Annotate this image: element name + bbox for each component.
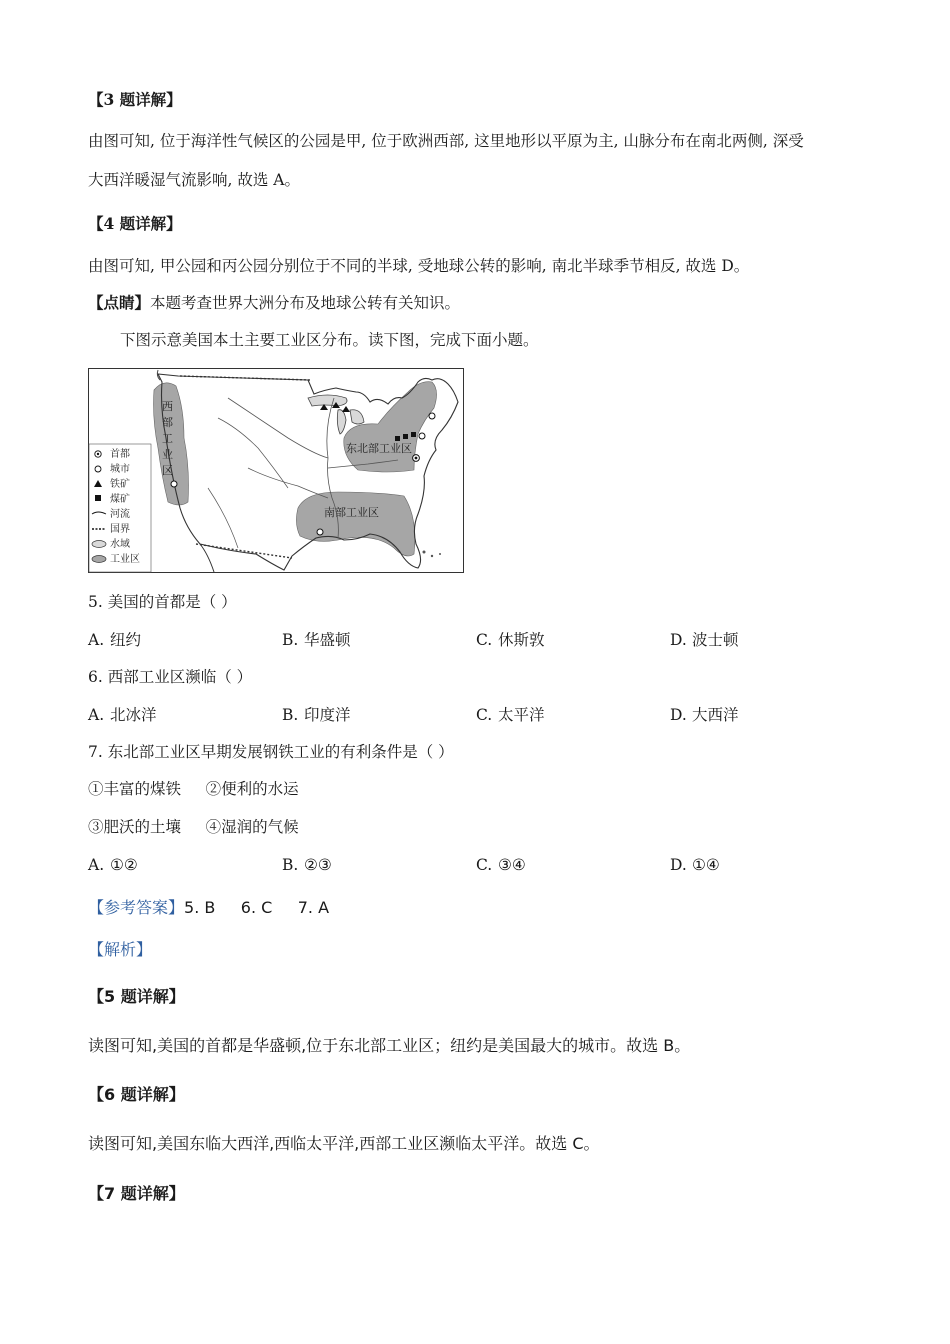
q6-header: 【6 题详解】: [88, 1085, 185, 1104]
q7-option-c: C. ③④: [476, 856, 526, 874]
q5-option-b: B. 华盛顿: [282, 631, 351, 649]
answer-label: 【参考答案】: [88, 898, 185, 917]
q7-conditions-2: ③肥沃的土壤 ④湿润的气候: [88, 818, 299, 836]
q5-option-d: D. 波士顿: [670, 631, 739, 649]
coal-mine-marker: [403, 434, 408, 439]
west-zone-char-5: 区: [162, 464, 173, 477]
q5-header: 【5 题详解】: [88, 987, 185, 1006]
west-zone-char-1: 西: [162, 400, 173, 413]
legend-capital: 首都: [110, 449, 130, 460]
answer-text: 5. B 6. C 7. A: [184, 898, 330, 917]
q7-conditions-1: ①丰富的煤铁 ②便利的水运: [88, 780, 299, 798]
reference-answer: [88, 898, 329, 918]
q7-stem: 7. 东北部工业区早期发展钢铁工业的有利条件是（ ）: [88, 743, 454, 761]
q3-header: 【3 题详解】: [88, 90, 182, 109]
coal-mine-marker: [411, 432, 416, 437]
q6-option-d: D. 大西洋: [670, 706, 739, 724]
dianjing-label: 【点睛】: [88, 293, 151, 312]
legend-coal-mine: 煤矿: [110, 494, 130, 505]
q6-stem: 6. 西部工业区濒临（ ）: [88, 668, 253, 686]
q5-option-a: A. 纽约: [88, 631, 142, 649]
q6-option-c: C. 太平洋: [476, 706, 545, 724]
legend-iron-mine: 铁矿: [110, 479, 130, 490]
city-marker: [419, 433, 425, 439]
q6-option-a: A. 北冰洋: [88, 706, 157, 724]
q7-header: 【7 题详解】: [88, 1184, 185, 1203]
q4-header: 【4 题详解】: [88, 214, 182, 233]
west-zone-char-4: 业: [162, 448, 173, 461]
q4-text-line1: 由图可知, 甲公园和丙公园分别位于不同的半球, 受地球公转的影响, 南北半球季节相反, 故选 D。: [88, 257, 750, 275]
q6-explanation: 读图可知,美国东临大西洋,西临太平洋,西部工业区濒临太平洋。故选 C。: [88, 1134, 600, 1153]
usa-industrial-map: [88, 368, 464, 573]
coal-mine-marker: [395, 436, 400, 441]
q6-option-b: B. 印度洋: [282, 706, 351, 724]
legend-city: 城市: [110, 464, 130, 475]
q7-option-b: B. ②③: [282, 856, 332, 874]
city-marker: [171, 481, 177, 487]
q3-text-line2: 大西洋暖湿气流影响, 故选 A。: [88, 171, 300, 189]
map-intro: 下图示意美国本土主要工业区分布。读下图，完成下面小题。: [120, 331, 539, 349]
q7-option-d: D. ①④: [670, 856, 720, 874]
west-zone-char-3: 工: [162, 432, 173, 445]
legend-industrial: 工业区: [110, 554, 140, 565]
dianjing: [88, 293, 460, 313]
legend-river: 河流: [110, 509, 130, 520]
q7-option-a: A. ①②: [88, 856, 138, 874]
q5-option-c: C. 休斯敦: [476, 631, 545, 649]
legend-border: 国界: [110, 524, 130, 535]
city-marker: [429, 413, 435, 419]
legend-water: 水域: [110, 539, 130, 550]
analysis-label: 【解析】: [88, 940, 153, 959]
city-marker: [317, 529, 323, 535]
northeast-zone-label: 东北部工业区: [346, 442, 412, 455]
q3-text-line1: 由图可知, 位于海洋性气候区的公园是甲, 位于欧洲西部, 这里地形以平原为主, 山脉分布在南北两侧, 深受: [88, 132, 804, 150]
south-zone-label: 南部工业区: [324, 506, 379, 519]
dianjing-text: 本题考查世界大洲分布及地球公转有关知识。: [150, 294, 461, 312]
west-zone-char-2: 部: [162, 416, 173, 429]
lake-superior: [308, 395, 347, 406]
q5-explanation: 读图可知,美国的首都是华盛顿,位于东北部工业区；纽约是美国最大的城市。故选 B。: [88, 1036, 691, 1055]
q5-stem: 5. 美国的首都是（ ）: [88, 593, 237, 611]
